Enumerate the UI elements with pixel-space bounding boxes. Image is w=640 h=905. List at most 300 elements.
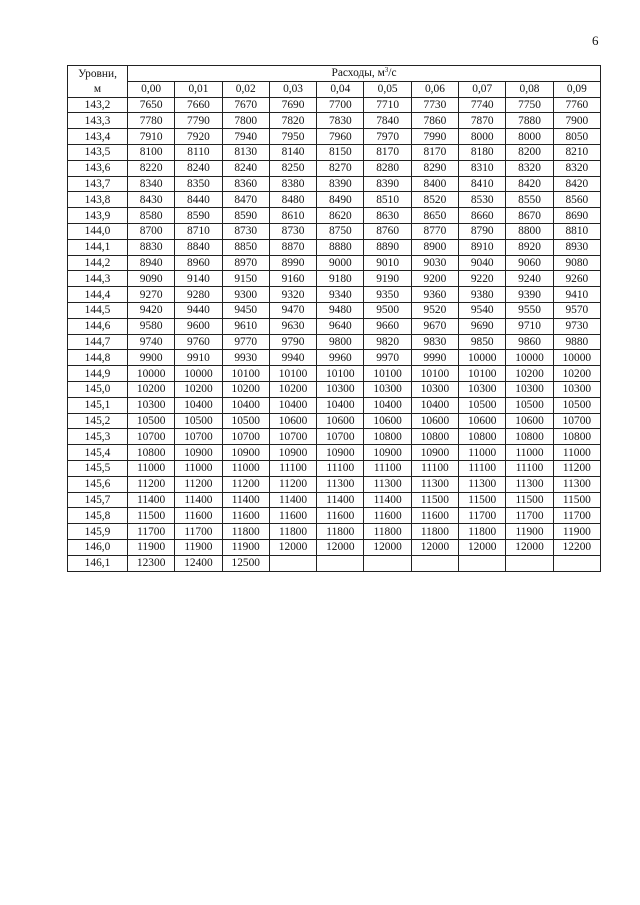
level-cell: 145,7	[68, 492, 128, 508]
table-row	[68, 223, 601, 239]
flow-cell: 10100	[411, 366, 458, 382]
flow-cell: 8770	[411, 223, 458, 239]
flow-cell: 8920	[506, 239, 553, 255]
flow-cell: 9150	[222, 271, 269, 287]
flow-cell: 8480	[269, 192, 316, 208]
flow-cell: 10700	[269, 429, 316, 445]
flow-cell: 11500	[411, 492, 458, 508]
flow-cell: 8590	[222, 208, 269, 224]
level-cell: 145,4	[68, 445, 128, 461]
flow-cell: 11100	[411, 460, 458, 476]
column-header: 0,05	[364, 81, 411, 97]
flow-cell	[269, 555, 316, 571]
flow-cell: 9760	[175, 334, 222, 350]
flow-cell: 11000	[553, 445, 600, 461]
flow-cell: 11200	[128, 476, 175, 492]
flow-cell: 11400	[222, 492, 269, 508]
flow-cell: 11900	[128, 539, 175, 555]
flow-cell: 10900	[364, 445, 411, 461]
flow-cell: 8670	[506, 208, 553, 224]
flow-cell: 9910	[175, 350, 222, 366]
flow-cell: 10100	[317, 366, 364, 382]
flow-cell: 11600	[269, 508, 316, 524]
flow-cell: 7700	[317, 97, 364, 113]
flow-cell: 8910	[459, 239, 506, 255]
flow-cell: 10300	[364, 381, 411, 397]
flow-cell: 8730	[269, 223, 316, 239]
level-cell: 145,2	[68, 413, 128, 429]
flow-cell: 9470	[269, 302, 316, 318]
flow-cell: 8220	[128, 160, 175, 176]
table-row	[68, 287, 601, 303]
flow-cell: 8650	[411, 208, 458, 224]
flow-cell: 8880	[317, 239, 364, 255]
flow-cell: 8660	[459, 208, 506, 224]
flow-cell: 7820	[269, 113, 316, 129]
flow-cell: 11000	[506, 445, 553, 461]
flow-cell: 8550	[506, 192, 553, 208]
flow-cell: 9850	[459, 334, 506, 350]
flow-cell: 12000	[317, 539, 364, 555]
flow-cell: 11300	[459, 476, 506, 492]
flow-cell: 8830	[128, 239, 175, 255]
flow-cell: 10300	[411, 381, 458, 397]
flow-cell: 9600	[175, 318, 222, 334]
table-row	[68, 318, 601, 334]
table-row	[68, 255, 601, 271]
flow-cell: 11600	[222, 508, 269, 524]
flow-cell: 8750	[317, 223, 364, 239]
flow-cell: 9690	[459, 318, 506, 334]
flow-cell: 12200	[553, 539, 600, 555]
flow-cell: 10800	[459, 429, 506, 445]
flow-cell: 8420	[506, 176, 553, 192]
flow-cell: 11100	[459, 460, 506, 476]
flow-header-unit: /с	[388, 67, 397, 80]
flow-cell: 11400	[175, 492, 222, 508]
flow-cell: 8360	[222, 176, 269, 192]
flow-cell: 9320	[269, 287, 316, 303]
flow-cell: 8620	[317, 208, 364, 224]
flow-cell: 8470	[222, 192, 269, 208]
flow-cell: 10200	[553, 366, 600, 382]
table-row	[68, 192, 601, 208]
flow-cell: 9940	[269, 350, 316, 366]
flow-cell: 10900	[269, 445, 316, 461]
column-header: 0,02	[222, 81, 269, 97]
flow-cell: 8320	[506, 160, 553, 176]
flow-cell: 8490	[317, 192, 364, 208]
flow-cell: 8790	[459, 223, 506, 239]
flow-cell: 8270	[317, 160, 364, 176]
flow-cell: 9550	[506, 302, 553, 318]
flow-cell: 11800	[222, 524, 269, 540]
flow-cell: 9930	[222, 350, 269, 366]
flow-cell: 8390	[364, 176, 411, 192]
table-row	[68, 397, 601, 413]
flow-cell: 9790	[269, 334, 316, 350]
flow-cell: 11200	[222, 476, 269, 492]
flow-cell: 10800	[128, 445, 175, 461]
level-cell: 146,0	[68, 539, 128, 555]
flow-cell: 8000	[506, 129, 553, 145]
flow-cell: 10500	[222, 413, 269, 429]
flow-cell: 10200	[506, 366, 553, 382]
flow-cell: 11300	[317, 476, 364, 492]
flow-cell	[459, 555, 506, 571]
flow-header-sup: 3	[384, 66, 389, 75]
flow-header	[128, 66, 601, 82]
flow-cell: 10900	[175, 445, 222, 461]
flow-cell: 11500	[459, 492, 506, 508]
column-header: 0,01	[175, 81, 222, 97]
flow-cell: 9140	[175, 271, 222, 287]
flow-cell: 11100	[364, 460, 411, 476]
flow-cell: 12000	[269, 539, 316, 555]
flow-cell: 10700	[175, 429, 222, 445]
table-row	[68, 144, 601, 160]
flow-cell: 12000	[364, 539, 411, 555]
flow-cell: 10900	[411, 445, 458, 461]
table-row	[68, 208, 601, 224]
flow-cell: 8850	[222, 239, 269, 255]
flow-cell: 11100	[506, 460, 553, 476]
flow-cell: 7880	[506, 113, 553, 129]
level-cell: 144,7	[68, 334, 128, 350]
flow-cell: 9830	[411, 334, 458, 350]
flow-cell: 10600	[506, 413, 553, 429]
flow-cell: 8170	[411, 144, 458, 160]
flow-cell: 9880	[553, 334, 600, 350]
flow-cell: 10900	[317, 445, 364, 461]
flow-cell: 7990	[411, 129, 458, 145]
flow-cell: 8900	[411, 239, 458, 255]
flow-cell: 8410	[459, 176, 506, 192]
flow-cell: 10300	[128, 397, 175, 413]
flow-cell: 8530	[459, 192, 506, 208]
flow-cell: 11000	[128, 460, 175, 476]
table-row	[68, 176, 601, 192]
flow-cell: 9200	[411, 271, 458, 287]
flow-cell: 10500	[175, 413, 222, 429]
flow-cell: 11300	[506, 476, 553, 492]
flow-cell: 10400	[269, 397, 316, 413]
flow-cell: 8340	[128, 176, 175, 192]
level-cell: 143,4	[68, 129, 128, 145]
flow-cell: 8930	[553, 239, 600, 255]
flow-cell: 9360	[411, 287, 458, 303]
flow-cell: 11900	[175, 539, 222, 555]
flow-cell: 8170	[364, 144, 411, 160]
flow-cell: 10500	[459, 397, 506, 413]
flow-cell: 10600	[364, 413, 411, 429]
level-cell: 144,3	[68, 271, 128, 287]
table-row	[68, 239, 601, 255]
flow-cell: 8420	[553, 176, 600, 192]
flow-cell: 11700	[459, 508, 506, 524]
column-header: 0,08	[506, 81, 553, 97]
flow-cell: 9710	[506, 318, 553, 334]
flow-cell: 11600	[317, 508, 364, 524]
level-cell: 145,9	[68, 524, 128, 540]
flow-cell: 8710	[175, 223, 222, 239]
flow-cell: 9180	[317, 271, 364, 287]
flow-cell: 10200	[269, 381, 316, 397]
flow-cell: 10300	[506, 381, 553, 397]
flow-cell: 11000	[222, 460, 269, 476]
flow-cell: 11300	[364, 476, 411, 492]
flow-cell	[411, 555, 458, 571]
column-header: 0,04	[317, 81, 364, 97]
flow-cell: 9220	[459, 271, 506, 287]
flow-cell: 8560	[553, 192, 600, 208]
flow-cell: 9480	[317, 302, 364, 318]
flow-cell: 10100	[269, 366, 316, 382]
flow-cell: 9900	[128, 350, 175, 366]
flow-cell: 9960	[317, 350, 364, 366]
flow-cell: 10200	[222, 381, 269, 397]
flow-cell: 8870	[269, 239, 316, 255]
flow-cell: 12500	[222, 555, 269, 571]
flow-cell: 11400	[128, 492, 175, 508]
flow-cell: 10200	[128, 381, 175, 397]
flow-cell: 7660	[175, 97, 222, 113]
level-cell: 143,6	[68, 160, 128, 176]
table-row	[68, 539, 601, 555]
level-cell: 144,2	[68, 255, 128, 271]
flow-cell: 11500	[128, 508, 175, 524]
flow-cell: 10000	[128, 366, 175, 382]
level-cell: 143,8	[68, 192, 128, 208]
level-cell: 144,0	[68, 223, 128, 239]
flow-cell: 8700	[128, 223, 175, 239]
page-number: 6	[592, 33, 599, 48]
flow-cell: 9670	[411, 318, 458, 334]
flow-cell: 11200	[175, 476, 222, 492]
flow-cell: 8520	[411, 192, 458, 208]
table-row	[68, 350, 601, 366]
flow-cell: 9040	[459, 255, 506, 271]
flow-cell: 8290	[411, 160, 458, 176]
flow-cell: 9380	[459, 287, 506, 303]
flow-cell: 8440	[175, 192, 222, 208]
flow-cell: 9730	[553, 318, 600, 334]
flow-cell: 7870	[459, 113, 506, 129]
flow-cell: 10700	[222, 429, 269, 445]
flow-cell: 9860	[506, 334, 553, 350]
flow-cell: 8990	[269, 255, 316, 271]
flow-cell: 9640	[317, 318, 364, 334]
level-cell: 143,2	[68, 97, 128, 113]
flow-cell: 8690	[553, 208, 600, 224]
column-header: 0,06	[411, 81, 458, 97]
table-row	[68, 413, 601, 429]
flow-cell: 9500	[364, 302, 411, 318]
level-cell: 145,3	[68, 429, 128, 445]
flow-cell: 9240	[506, 271, 553, 287]
flow-cell: 7970	[364, 129, 411, 145]
flow-cell: 10700	[128, 429, 175, 445]
table-row	[68, 302, 601, 318]
flow-cell: 11800	[459, 524, 506, 540]
flow-cell: 10300	[317, 381, 364, 397]
level-cell: 145,5	[68, 460, 128, 476]
table-row	[68, 429, 601, 445]
flow-cell: 9060	[506, 255, 553, 271]
level-cell: 144,8	[68, 350, 128, 366]
table-row	[68, 97, 601, 113]
flow-cell: 9540	[459, 302, 506, 318]
flow-cell: 11800	[411, 524, 458, 540]
flow-cell: 11300	[411, 476, 458, 492]
level-unit-header: м	[68, 81, 128, 97]
table-row	[68, 129, 601, 145]
flow-cell: 7830	[317, 113, 364, 129]
flow-cell: 8970	[222, 255, 269, 271]
table-row	[68, 113, 601, 129]
flow-cell: 12300	[128, 555, 175, 571]
header-row-2	[68, 81, 601, 97]
flow-cell	[317, 555, 364, 571]
table-row	[68, 334, 601, 350]
flow-cell: 8050	[553, 129, 600, 145]
flow-cell: 7670	[222, 97, 269, 113]
table-row	[68, 271, 601, 287]
level-cell: 143,5	[68, 144, 128, 160]
flow-cell: 11100	[317, 460, 364, 476]
flow-cell: 8630	[364, 208, 411, 224]
flow-cell: 10100	[222, 366, 269, 382]
flow-cell: 7860	[411, 113, 458, 129]
flow-cell: 7760	[553, 97, 600, 113]
flow-cell: 10600	[459, 413, 506, 429]
flow-cell: 10900	[222, 445, 269, 461]
table-row	[68, 366, 601, 382]
flow-cell	[506, 555, 553, 571]
flow-cell: 10000	[553, 350, 600, 366]
flow-cell: 8840	[175, 239, 222, 255]
flow-cell: 10800	[364, 429, 411, 445]
flow-cell: 7910	[128, 129, 175, 145]
flow-cell: 9570	[553, 302, 600, 318]
level-cell: 146,1	[68, 555, 128, 571]
flow-cell: 9010	[364, 255, 411, 271]
table-row	[68, 445, 601, 461]
flow-cell: 10400	[317, 397, 364, 413]
level-header: Уровни,	[68, 66, 128, 82]
flow-cell: 8000	[459, 129, 506, 145]
flow-cell: 7940	[222, 129, 269, 145]
flow-cell: 8580	[128, 208, 175, 224]
flow-cell: 10500	[553, 397, 600, 413]
level-cell: 144,5	[68, 302, 128, 318]
header-row-1	[68, 66, 601, 82]
level-cell: 144,1	[68, 239, 128, 255]
flow-cell: 10600	[411, 413, 458, 429]
flow-cell: 9450	[222, 302, 269, 318]
flow-cell: 12000	[411, 539, 458, 555]
flow-cell: 8390	[317, 176, 364, 192]
flow-cell: 8960	[175, 255, 222, 271]
flow-cell: 8510	[364, 192, 411, 208]
column-header: 0,09	[553, 81, 600, 97]
flow-cell: 9630	[269, 318, 316, 334]
flow-cell: 7650	[128, 97, 175, 113]
flow-cell: 9270	[128, 287, 175, 303]
table-row	[68, 460, 601, 476]
flow-cell: 8320	[553, 160, 600, 176]
flow-cell: 11700	[553, 508, 600, 524]
flow-cell: 10200	[175, 381, 222, 397]
flow-cell: 9190	[364, 271, 411, 287]
flow-cell: 9080	[553, 255, 600, 271]
flow-cell: 9000	[317, 255, 364, 271]
table-row	[68, 381, 601, 397]
flow-cell: 11500	[506, 492, 553, 508]
flow-cell: 8350	[175, 176, 222, 192]
flow-cell: 11000	[175, 460, 222, 476]
flow-cell: 7920	[175, 129, 222, 145]
flow-cell: 7750	[506, 97, 553, 113]
flow-cell: 10400	[364, 397, 411, 413]
flow-cell: 8280	[364, 160, 411, 176]
flow-cell: 7900	[553, 113, 600, 129]
flow-cell: 10800	[506, 429, 553, 445]
flow-cell: 11400	[364, 492, 411, 508]
flow-cell: 10300	[553, 381, 600, 397]
table-row	[68, 476, 601, 492]
level-cell: 144,9	[68, 366, 128, 382]
flow-cell: 9340	[317, 287, 364, 303]
level-cell: 145,0	[68, 381, 128, 397]
flow-cell: 9770	[222, 334, 269, 350]
flow-cell: 9580	[128, 318, 175, 334]
flow-cell: 8400	[411, 176, 458, 192]
flow-cell: 8210	[553, 144, 600, 160]
flow-cell: 8110	[175, 144, 222, 160]
flow-cell: 7780	[128, 113, 175, 129]
flow-cell: 11900	[553, 524, 600, 540]
table-row	[68, 508, 601, 524]
flow-cell: 8610	[269, 208, 316, 224]
flow-cell: 10400	[411, 397, 458, 413]
flow-cell: 10100	[459, 366, 506, 382]
flow-cell: 9280	[175, 287, 222, 303]
flow-cell: 7800	[222, 113, 269, 129]
table-row	[68, 492, 601, 508]
table-row	[68, 524, 601, 540]
flow-cell: 9160	[269, 271, 316, 287]
flow-cell: 8890	[364, 239, 411, 255]
column-header: 0,03	[269, 81, 316, 97]
column-header: 0,00	[128, 81, 175, 97]
flow-cell: 9990	[411, 350, 458, 366]
table-body	[68, 97, 601, 571]
level-cell: 143,7	[68, 176, 128, 192]
flow-cell: 11000	[459, 445, 506, 461]
flow-cell: 12000	[506, 539, 553, 555]
flow-cell: 11500	[553, 492, 600, 508]
flow-cell: 8310	[459, 160, 506, 176]
flow-cell: 11600	[411, 508, 458, 524]
flow-cell: 10800	[553, 429, 600, 445]
flow-cell: 9800	[317, 334, 364, 350]
flow-cell: 12000	[459, 539, 506, 555]
flow-cell: 10400	[222, 397, 269, 413]
flow-cell: 11800	[269, 524, 316, 540]
flow-cell: 11600	[175, 508, 222, 524]
flow-cell: 8760	[364, 223, 411, 239]
